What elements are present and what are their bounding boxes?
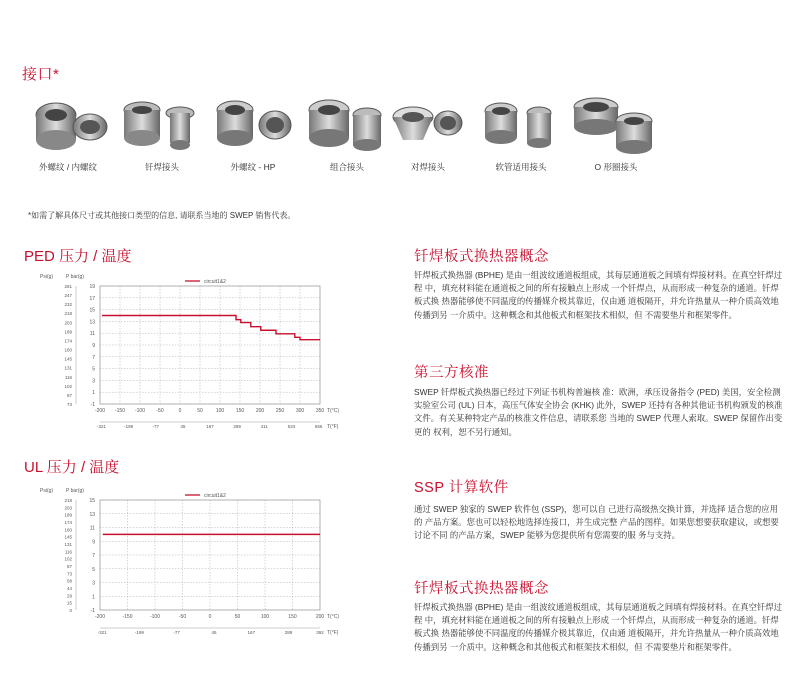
series-line	[102, 316, 320, 340]
x-c-tick-label: 100	[215, 408, 225, 414]
connection-label: 软管适用接头	[495, 162, 547, 172]
x-f-tick-label: 167	[247, 630, 256, 635]
x-c-tick-label: -100	[149, 614, 161, 620]
y-psi-tick-label: 15	[66, 600, 72, 606]
y-bar-tick-label: 15	[89, 307, 95, 314]
x-c-tick-label: -50	[156, 408, 164, 414]
y-psi-tick-label: 160	[64, 347, 72, 353]
y-bar-tick-label: 7	[92, 553, 95, 559]
y-bar-tick-label: 13	[89, 511, 95, 518]
y-right-label: P bar(g)	[66, 488, 84, 494]
x-f-tick-label: -321	[97, 630, 107, 635]
weld-connector-image	[378, 95, 478, 155]
x-f-tick-label: -77	[152, 424, 160, 429]
y-bar-tick-label: 1	[92, 390, 95, 397]
concept-title: 钎焊板式换热器概念	[414, 249, 549, 265]
x-f-tick-label: -77	[173, 630, 180, 635]
x-c-tick-label: -100	[134, 408, 146, 414]
x-f-tick-label: 45	[211, 630, 217, 635]
x-f-tick-label: 45	[180, 424, 186, 429]
x-f-unit: T(°F)	[327, 630, 339, 636]
connection-item-oring	[566, 95, 666, 173]
x-c-tick-label: 300	[295, 408, 305, 414]
y-psi-tick-label: 0	[69, 608, 72, 613]
oring-connector-image	[566, 95, 666, 155]
y-left-label: Psi(g)	[40, 488, 54, 494]
y-psi-tick-label: 218	[64, 498, 72, 503]
y-psi-tick-label: 73	[66, 571, 72, 577]
ul-chart	[20, 482, 360, 642]
y-psi-tick-label: 102	[64, 383, 72, 389]
x-f-tick-label: -199	[134, 630, 144, 635]
connection-label: 外螺纹 - HP	[230, 162, 276, 172]
x-c-tick-label: 0	[208, 614, 212, 620]
y-psi-tick-label: 247	[64, 293, 72, 299]
y-bar-tick-label: 13	[89, 319, 95, 326]
connection-label: O 形圈接头	[594, 162, 638, 172]
y-left-label: Psi(g)	[40, 274, 54, 280]
y-psi-tick-label: 87	[66, 392, 72, 398]
x-f-unit: T(°F)	[327, 424, 339, 430]
y-bar-tick-label: 15	[89, 498, 95, 504]
y-psi-tick-label: 261	[64, 284, 72, 289]
x-c-tick-label: 50	[234, 614, 241, 620]
y-psi-tick-label: 203	[64, 505, 72, 511]
x-f-tick-label: 289	[233, 424, 241, 429]
x-c-tick-label: 250	[275, 408, 285, 414]
y-psi-tick-label: 174	[64, 338, 72, 344]
thread-hp-connector-image	[203, 95, 303, 155]
y-bar-tick-label: 17	[89, 295, 95, 302]
x-c-tick-label: -150	[122, 614, 133, 620]
y-bar-tick-label: 9	[92, 343, 95, 349]
y-psi-tick-label: 218	[64, 311, 72, 317]
approval-body: SWEP 钎焊板式换热器已经过下列证书机构普遍核 准：欧洲，承压设备指令 (PED) 美国，安全检测实验室公司 (UL) 日本，高压气体安全协会 (KHK) 此外，SWEP 还持有各种其他证书机构颁发的核准 文件。有关某种特定产品的核准文件信息，请联系您 当地的 SWEP 代理人索取。SWEP 保留作出变更的 权利，恕不另行通知。	[414, 387, 783, 437]
y-bar-tick-label: 11	[89, 525, 95, 532]
y-psi-tick-label: 160	[64, 527, 72, 533]
x-c-unit: T(°C)	[327, 614, 339, 620]
x-f-tick-label: -321	[97, 424, 107, 429]
connection-item-solder	[112, 95, 212, 173]
y-psi-tick-label: 29	[66, 593, 72, 599]
x-c-tick-label: 200	[315, 614, 325, 620]
y-psi-tick-label: 116	[64, 549, 72, 555]
x-f-tick-label: 289	[284, 630, 293, 635]
x-c-tick-label: 350	[315, 408, 325, 414]
x-c-tick-label: 100	[260, 614, 270, 620]
connection-label: 组合接头	[329, 162, 364, 172]
x-c-tick-label: 50	[197, 408, 203, 414]
hose-connector-image	[471, 95, 571, 155]
concept-body: 钎焊板式换热器 (BPHE) 是由一组波纹通道板组成，其每层通道板之间填有焊接材料。在真空钎焊过程 中，填充材料能在通道板之间的所有接触点上形成 一个钎焊点，从而形成一种复杂的通道。钎焊板式换 热器能够使不同温度的传播媒介极其靠近，仅由通 道板隔开，并允许热量从一种介质高效地传播到另 一介质中。这种概念和其他板式和框架技术相似，但 不需要垫片和框架零件。	[414, 270, 783, 320]
x-c-tick-label: 150	[235, 408, 245, 414]
y-psi-tick-label: 73	[66, 402, 72, 407]
y-right-label: P bar(g)	[66, 274, 84, 280]
connection-label: 外螺纹 / 内螺纹	[38, 162, 98, 172]
x-f-tick-label: 411	[260, 424, 268, 429]
concept-title-2: 钎焊板式换热器概念	[414, 581, 549, 597]
y-bar-tick-label: 5	[92, 366, 95, 373]
connection-item-thread-hp	[203, 95, 303, 173]
x-c-tick-label: -200	[94, 408, 106, 414]
y-bar-tick-label: 3	[92, 378, 95, 385]
connection-label: 钎焊接头	[144, 162, 179, 172]
x-f-tick-label: 533	[287, 424, 296, 429]
solder-connector-image	[112, 95, 212, 155]
y-bar-tick-label: 19	[89, 284, 95, 290]
x-f-tick-label: 656	[314, 424, 323, 429]
x-c-tick-label: 200	[255, 408, 265, 414]
x-f-tick-label: 167	[206, 424, 214, 429]
ul-title: UL 压力 / 温度	[24, 459, 120, 476]
y-psi-tick-label: 116	[64, 374, 72, 380]
y-psi-tick-label: 232	[64, 302, 72, 308]
y-bar-tick-label: 11	[89, 331, 95, 338]
y-psi-tick-label: 44	[66, 586, 72, 591]
y-psi-tick-label: 102	[64, 556, 72, 562]
connections-note: *如需了解具体尺寸或其他接口类型的信息, 请联系当地的 SWEP 销售代表。	[28, 211, 296, 220]
y-bar-tick-label: 3	[92, 580, 95, 587]
x-f-tick-label: 392	[316, 630, 324, 635]
y-psi-tick-label: 145	[64, 356, 72, 362]
y-psi-tick-label: 58	[66, 578, 72, 584]
x-c-tick-label: -50	[178, 614, 187, 620]
y-bar-tick-label: 7	[92, 354, 95, 361]
connection-item-thread	[18, 95, 118, 173]
connection-label: 对焊接头	[410, 162, 445, 172]
y-bar-tick-label: 5	[92, 566, 95, 573]
y-psi-tick-label: 131	[64, 365, 72, 371]
y-psi-tick-label: 87	[66, 564, 72, 569]
legend-label: circuit1&2	[204, 493, 226, 499]
thread-connector-image	[18, 95, 118, 155]
y-bar-tick-label: 1	[92, 594, 95, 601]
y-bar-tick-label: -1	[90, 402, 95, 408]
y-bar-tick-label: 9	[92, 539, 95, 546]
connection-item-weld	[378, 95, 478, 173]
connections-title: 接口*	[22, 66, 60, 83]
x-f-tick-label: -199	[124, 424, 134, 429]
y-psi-tick-label: 189	[64, 329, 72, 335]
x-c-tick-label: 0	[178, 408, 182, 414]
ped-chart	[20, 268, 360, 436]
x-c-tick-label: -200	[94, 614, 106, 620]
x-c-tick-label: 150	[288, 614, 297, 620]
y-psi-tick-label: 174	[64, 520, 72, 525]
ssp-body: 通过 SWEP 独家的 SWEP 软件包 (SSP)，您可以自 己进行高级热交换计算，并选择 适合您的应用的 产品方案。您也可以轻松地选择连接口，并生成完整 产品的图样。如果您想要获取建议，或想要讨论不同 的产品方案，SWEP 能够为您提供所有您需要的服 务与支持。	[414, 504, 779, 541]
y-psi-tick-label: 203	[64, 320, 72, 326]
ssp-title: SSP 计算软件	[414, 480, 509, 496]
connection-item-hose	[471, 95, 571, 173]
legend-label: circuit1&2	[204, 279, 226, 285]
y-psi-tick-label: 189	[64, 512, 72, 518]
x-c-unit: T(°C)	[327, 408, 339, 414]
concept-body-2: 钎焊板式换热器 (BPHE) 是由一组波纹通道板组成，其每层通道板之间填有焊接材料。在真空钎焊过程 中，填充材料能在通道板之间的所有接触点上形成 一个钎焊点，从而形成一种复杂的通道。钎焊板式换 热器能够使不同温度的传播媒介极其靠近，仅由通 道板隔开，并允许热量从一种介质高效地传播到另 一介质中。这种概念和其他板式和框架技术相似，但 不需要垫片和框架零件。	[414, 602, 783, 652]
y-psi-tick-label: 145	[64, 534, 72, 540]
y-bar-tick-label: -1	[90, 608, 95, 614]
ped-title: PED 压力 / 温度	[24, 248, 132, 265]
approval-title: 第三方核准	[414, 365, 489, 381]
y-psi-tick-label: 131	[64, 542, 72, 547]
x-c-tick-label: -150	[114, 408, 126, 414]
